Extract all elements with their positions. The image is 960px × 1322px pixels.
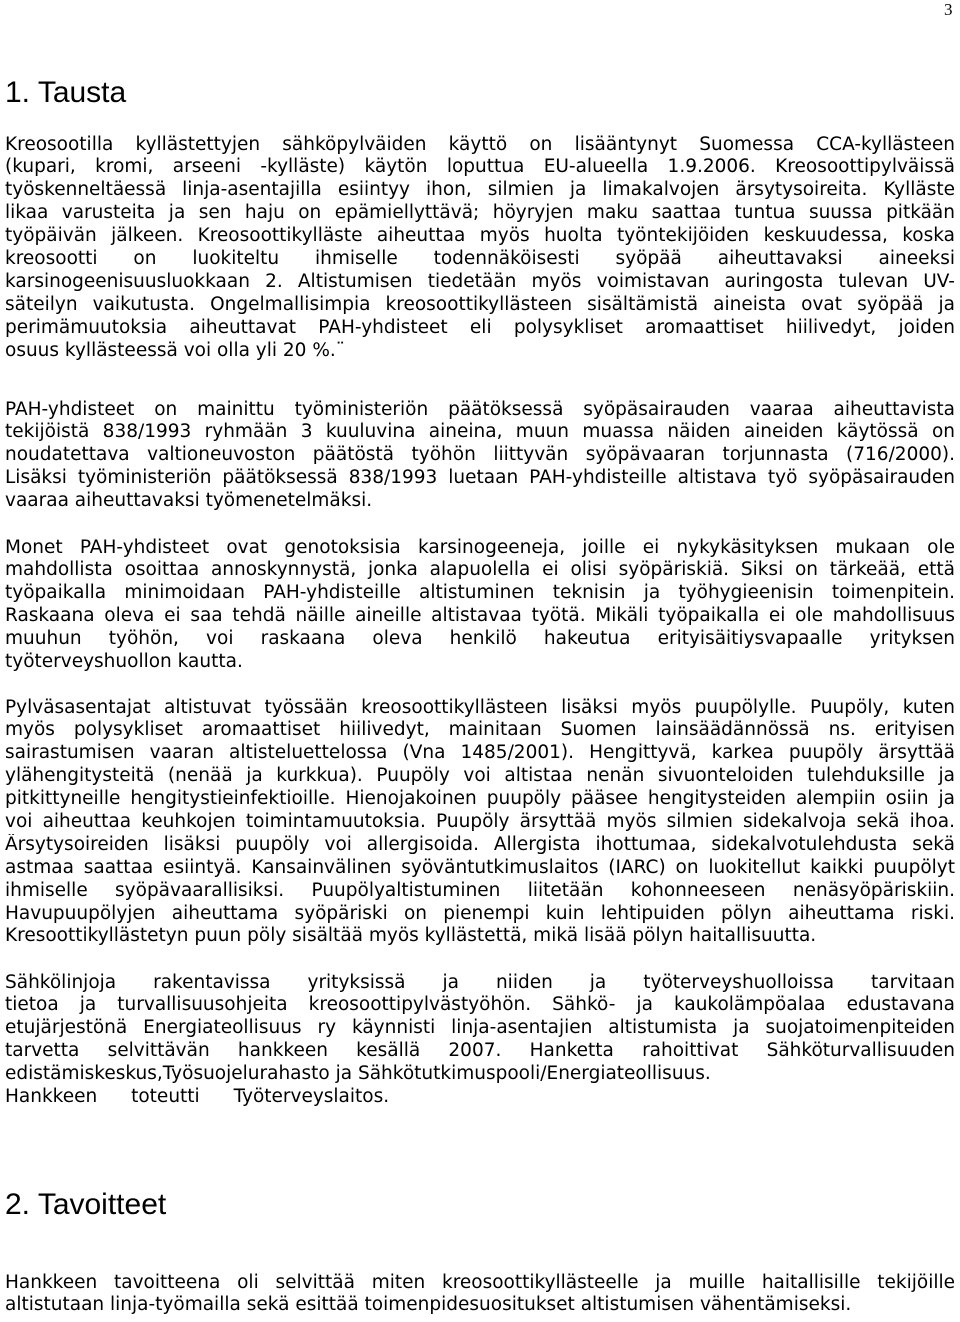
text-line: myös polysykliset aromaattiset hiilivedyt, mainitaan Suomen lainsäädännössä ns. erityisen	[5, 719, 955, 741]
text-line: muuhun työhön, voi raskaana oleva henkilö hakeutua erityisäitiysvapaalle yrityksen	[5, 628, 955, 650]
paragraph	[5, 1272, 955, 1318]
paragraph	[5, 134, 955, 363]
text-line: ylähengitysteitä (nenää ja kurkkua). Puupöly voi altistaa nenän sivuonteloiden tulehduksille ja	[5, 765, 955, 787]
text-line: työpaikalla minimoidaan PAH-yhdisteille altistuminen teknisin ja työhygieenisin toimenpitein.	[5, 582, 955, 604]
text-line: pitkittyneille hengitystieinfektioille. Hienojakoinen puupöly pääsee hengitysteiden alempiin osiin ja	[5, 788, 955, 810]
text-line: Havupuupölyjen aiheuttama syöpäriski on pienempi kuin lehtipuiden pölyn aiheuttama riski.	[5, 902, 955, 924]
text-line: tarvetta selvittävän hankkeen kesällä 2007. Hanketta rahoittivat Sähköturvallisuuden	[5, 1040, 955, 1062]
paragraph	[5, 537, 955, 674]
text-line: karsinogeenisuusluokkaan 2. Altistumisen tiedetään myös voimistavan auringosta tulevan UV-	[5, 270, 955, 292]
text-line: Sähkölinjoja rakentavissa yrityksissä ja niiden ja työterveyshuolloissa tarvitaan	[5, 971, 955, 993]
section-heading: 2. Tavoitteet	[5, 1188, 167, 1221]
text-line: ihmiselle syöpävaarallisiksi. Puupölyaltistuminen liitetään kohonneeseen nenäsyöpäriskiin.	[5, 879, 955, 901]
text-line: Monet PAH-yhdisteet ovat genotoksisia karsinogeeneja, joille ei nykykäsityksen mukaan ole	[5, 536, 955, 558]
text-line: Hankkeen toteutti Työterveyslaitos.	[5, 1085, 390, 1107]
text-line: kreosootti on luokiteltu ihmiselle todennäköisesti syöpää aiheuttavaksi aineeksi	[5, 247, 955, 269]
text-line: voi aiheuttaa keuhkojen toimintamuutoksia. Puupöly ärsyttää myös silmien sidekalvoja sekä ihoa.	[5, 810, 955, 832]
text-line: sairastumisen vaaran altisteluettelossa (Vna 1485/2001). Hengittyvä, karkea puupöly ärsyttää	[5, 742, 955, 764]
paragraph	[5, 697, 955, 949]
text-line: altistutaan linja-työmailla sekä esittää toimenpidesuositukset altistumisen vähentämiseksi.	[5, 1294, 852, 1316]
text-line: työterveyshuollon kautta.	[5, 650, 243, 672]
text-line: Raskaana oleva ei saa tehdä näille aineille altistavaa työtä. Mikäli työpaikalla ei ole mahdollisuus	[5, 605, 955, 627]
text-line: perimämuutoksia aiheuttavat PAH-yhdisteet eli polysykliset aromaattiset hiilivedyt, joiden	[5, 316, 955, 338]
text-line: noudatettava valtioneuvoston päätöstä työhön liittyvän syöpävaaran torjunnasta (716/2000).	[5, 444, 955, 466]
text-line: mahdollista osoittaa annoskynnystä, jonka alapuolella ei olisi syöpäriskiä. Siksi on tärkeää, että	[5, 559, 955, 581]
text-line: Pylväsasentajat altistuvat työssään kreosoottikyllästeen lisäksi myös puupölylle. Puupöly, kuten	[5, 696, 955, 718]
text-line: tietoa ja turvallisuusohjeita kreosoottipylvästyöhön. Sähkö- ja kaukolämpöalaa edustavana	[5, 994, 955, 1016]
text-line: (kupari, kromi, arseeni -kylläste) käytön loputtua EU-alueella 1.9.2006. Kreosoottipylväissä	[5, 156, 955, 178]
text-line: Lisäksi työministeriön päätöksessä 838/1993 luetaan PAH-yhdisteille altistava työ syöpäsairauden	[5, 467, 955, 489]
text-line: työpäivän jälkeen. Kreosoottikylläste aiheuttaa myös huolta työntekijöiden keskuudessa, koska	[5, 225, 955, 247]
text-line: osuus kyllästeessä voi olla yli 20 %.¨	[5, 339, 346, 361]
text-line: vaaraa aiheuttavaksi työmenetelmäksi.	[5, 490, 373, 512]
paragraph	[5, 399, 955, 513]
text-line: astmaa saattaa esiintyä. Kansainvälinen syöväntutkimuslaitos (IARC) on luokitellut kaikki puupölyt	[5, 856, 955, 878]
section-heading: 1. Tausta	[5, 76, 127, 109]
text-line: säteilyn vaikutusta. Ongelmallisimpia kreosoottikyllästeen sisältämistä aineista ovat syöpää ja	[5, 293, 955, 315]
text-line: tekijöistä 838/1993 ryhmään 3 kuuluvina aineina, muun muassa näiden aineiden käytössä on	[5, 421, 955, 443]
text-line: etujärjestönä Energiateollisuus ry käynnisti linja-asentajien altistumista ja suojatoimenpiteiden	[5, 1017, 955, 1039]
text-line: Hankkeen tavoitteena oli selvittää miten kreosoottikyllästeelle ja muille haitallisille tekijöille	[5, 1271, 955, 1293]
text-line: Kreosootilla kyllästettyjen sähköpylväiden käyttö on lisääntynyt Suomessa CCA-kyllästeen	[5, 133, 955, 155]
text-line: Ärsytysoireiden lisäksi puupöly voi allergisoida. Allergista ihottumaa, sidekalvotulehdusta sekä	[5, 833, 955, 855]
text-line: työskenneltäessä linja-asentajilla esiintyy ihon, silmien ja limakalvojen ärsytysoireita. Kylläste	[5, 179, 955, 201]
text-line: PAH-yhdisteet on mainittu työministeriön päätöksessä syöpäsairauden vaaraa aiheuttavista	[5, 398, 955, 420]
paragraph	[5, 972, 955, 1109]
page-number: 3	[944, 0, 953, 19]
text-line: edistämiskeskus,Työsuojelurahasto ja Sähkötutkimuspooli/Energiateollisuus.	[5, 1063, 711, 1085]
text-line: likaa varusteita ja sen haju on epämiellyttävä; höyryjen maku saattaa tuntua suussa pitkään	[5, 202, 955, 224]
text-line: Kresoottikyllästetyn puun pöly sisältää myös kyllästettä, mikä lisää pölyn haitallisuutta.	[5, 925, 817, 947]
